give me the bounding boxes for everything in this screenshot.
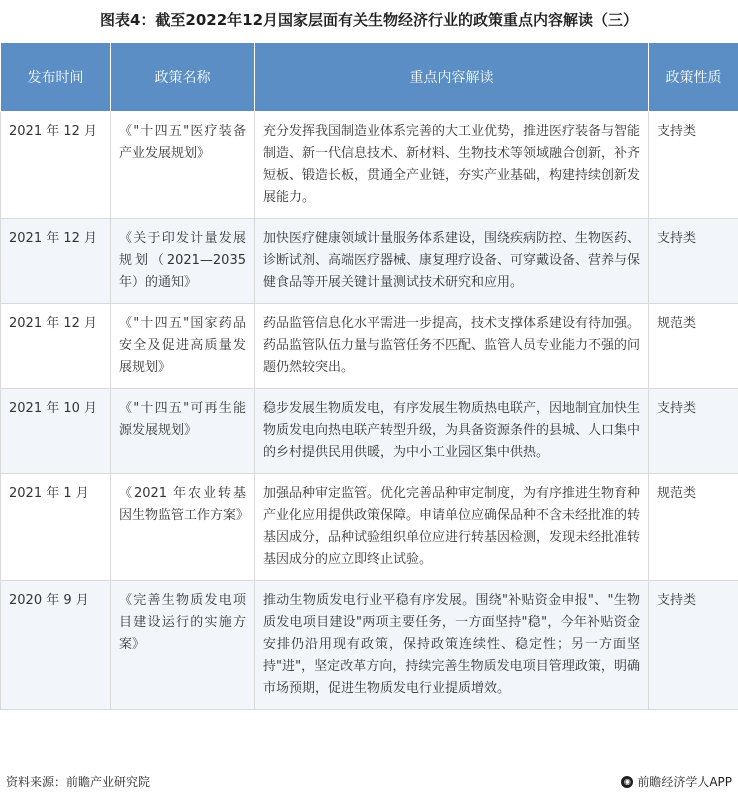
cell-policy-name: 《关于印发计量发展规划（2021—2035年）的通知》: [111, 219, 255, 304]
cell-date: 2021 年 10 月: [1, 389, 111, 474]
cell-policy-type: 支持类: [649, 219, 738, 304]
header-content: 重点内容解读: [255, 43, 649, 112]
table-row: [1, 389, 738, 474]
header-row: [1, 43, 738, 112]
table-row: [1, 474, 738, 581]
header-type: 政策性质: [649, 43, 738, 112]
cell-date: 2020 年 9 月: [1, 581, 111, 710]
cell-content: 加强品种审定监管。优化完善品种审定制度，为有序推进生物育种产业化应用提供政策保障。申请单位应确保品种不含未经批准的转基因成分，品种试验组织单位应进行转基因检测，发现未经批准转基因成分的应立即终止试验。: [255, 474, 649, 581]
header-date: 发布时间: [1, 43, 111, 112]
cell-content: 稳步发展生物质发电，有序发展生物质热电联产，因地制宜加快生物质发电向热电联产转型升级，为具备资源条件的县城、人口集中的乡村提供民用供暖，为中小工业园区集中供热。: [255, 389, 649, 474]
cell-policy-name: 《"十四五"国家药品安全及促进高质量发展规划》: [111, 304, 255, 389]
cell-policy-type: 规范类: [649, 304, 738, 389]
cell-content: 充分发挥我国制造业体系完善的大工业优势，推进医疗装备与智能制造、新一代信息技术、新材料、生物技术等领域融合创新，补齐短板、锻造长板，贯通全产业链，夯实产业基础，构建持续创新发展能力。: [255, 112, 649, 219]
cell-date: 2021 年 12 月: [1, 112, 111, 219]
cell-policy-name: 《完善生物质发电项目建设运行的实施方案》: [111, 581, 255, 710]
cell-policy-type: 规范类: [649, 474, 738, 581]
cell-policy-type: 支持类: [649, 389, 738, 474]
brand-label: 前瞻经济学人APP: [637, 775, 732, 789]
footer: [0, 770, 738, 794]
cell-policy-type: 支持类: [649, 112, 738, 219]
table-title: 图表4：截至2022年12月国家层面有关生物经济行业的政策重点内容解读（三）: [99, 11, 639, 29]
table-row: [1, 581, 738, 710]
source-note: 资料来源：前瞻产业研究院: [6, 775, 151, 789]
table-row: [1, 112, 738, 219]
cell-date: 2021 年 12 月: [1, 219, 111, 304]
cell-policy-type: 支持类: [649, 581, 738, 710]
cell-date: 2021 年 1 月: [1, 474, 111, 581]
table-row: [1, 304, 738, 389]
header-name: 政策名称: [111, 43, 255, 112]
policy-table: [0, 42, 738, 710]
cell-policy-name: 《2021 年农业转基因生物监管工作方案》: [111, 474, 255, 581]
cell-content: 药品监管信息化水平需进一步提高，技术支撑体系建设有待加强。药品监管队伍力量与监管任务不匹配、监管人员专业能力不强的问题仍然较突出。: [255, 304, 649, 389]
cell-content: 加快医疗健康领域计量服务体系建设，围绕疾病防控、生物医药、诊断试剂、高端医疗器械、康复理疗设备、可穿戴设备、营养与保健食品等开展关键计量测试技术研究和应用。: [255, 219, 649, 304]
brand: [621, 773, 732, 790]
cell-date: 2021 年 12 月: [1, 304, 111, 389]
table-row: [1, 219, 738, 304]
cell-content: 推动生物质发电行业平稳有序发展。围绕"补贴资金申报"、"生物质发电项目建设"两项主要任务，一方面坚持"稳"，今年补贴资金安排仍沿用现有政策，保持政策连续性、稳定性；另一方面坚持"进"，坚定改革方向，持续完善生物质发电项目管理政策，明确市场预期，促进生物质发电行业提质增效。: [255, 581, 649, 710]
qianzhan-logo-icon: ◉: [621, 776, 633, 788]
cell-policy-name: 《"十四五"医疗装备产业发展规划》: [111, 112, 255, 219]
cell-policy-name: 《"十四五"可再生能源发展规划》: [111, 389, 255, 474]
